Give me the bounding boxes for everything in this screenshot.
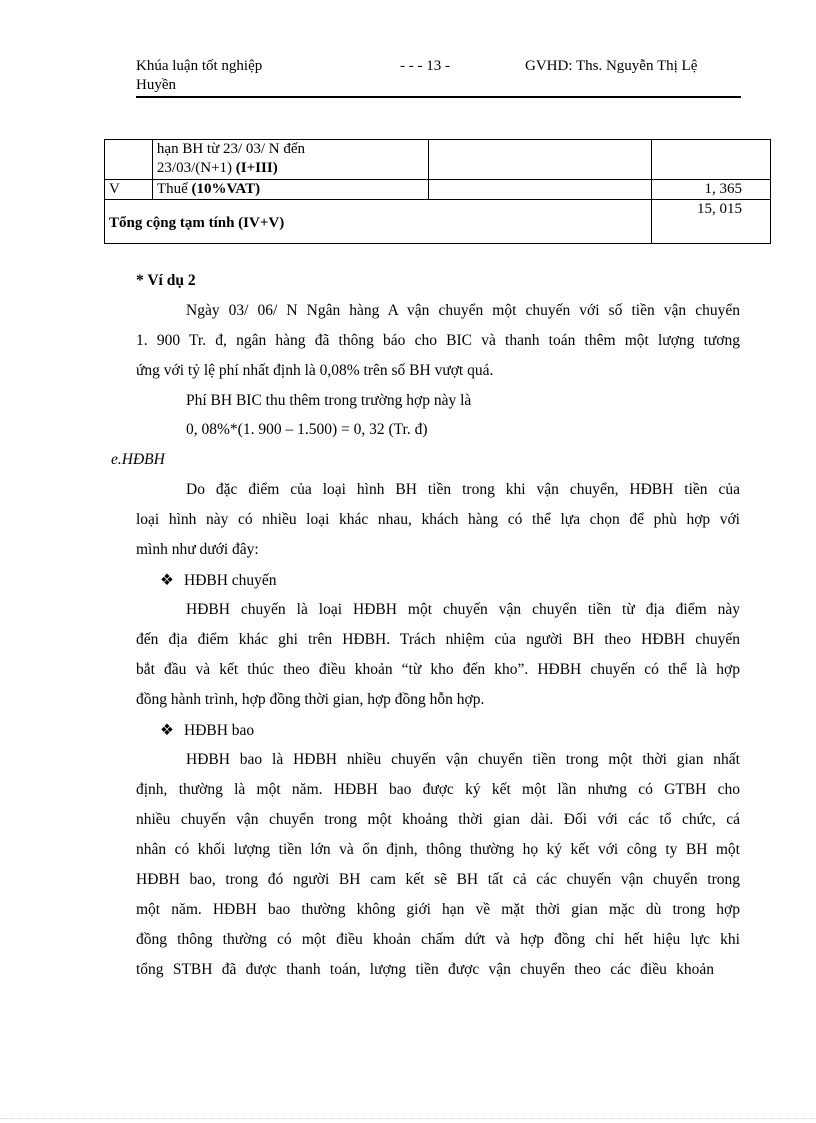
header-title <box>136 57 366 95</box>
row1-label-line1: hạn BH từ 23/ 03/ N đến <box>156 141 306 157</box>
paragraph-line: loại hình này có nhiều loại khác nhau, khách hàng có thể lựa chọn để phù hợp với <box>136 511 740 528</box>
fee-table <box>104 139 771 244</box>
example-heading: * Ví dụ 2 <box>136 272 196 289</box>
paragraph-line: định, thường là một năm. HĐBH bao được ký kết một lần nhưng có GTBH cho <box>136 781 740 798</box>
table-cell-empty <box>428 140 652 180</box>
page-number: - - - 13 - <box>400 58 450 74</box>
table-cell-total-label <box>105 200 652 244</box>
paragraph-line: mình như dưới đây: <box>136 541 259 558</box>
bullet-diamond-icon: ❖ <box>160 572 174 589</box>
bullet-label: HĐBH bao <box>184 722 255 739</box>
header-advisor: GVHD: Ths. Nguyễn Thị Lệ <box>525 58 698 74</box>
paragraph-line: đến địa điểm khác ghi trên HĐBH. Trách nhiệm của người BH theo HĐBH chuyến <box>136 631 740 648</box>
header-title-line1: Khúa luận tốt nghiệp <box>136 58 263 74</box>
paragraph-line: đồng thông thường có một điều khoản chấm dứt và hợp đồng chỉ hết hiệu lực khi <box>136 931 740 948</box>
bullet-label: HĐBH chuyến <box>184 572 277 589</box>
row3-label: Tổng cộng tạm tính (IV+V) <box>109 215 285 231</box>
header-title-line2: Huyền <box>136 77 176 93</box>
paragraph-line: bắt đầu và kết thúc theo điều khoản “từ kho đến kho”. HĐBH chuyến có thể là hợp <box>136 661 740 678</box>
table-row <box>105 140 771 180</box>
table-cell-roman: V <box>105 180 153 200</box>
row1-label-line2: 23/03/(N+1) <box>156 160 236 176</box>
page-bottom-edge <box>0 1118 816 1119</box>
paragraph-line: 1. 900 Tr. đ, ngân hàng đã thông báo cho BIC và thanh toán thêm một lượng tương <box>136 332 740 349</box>
table-cell-value: 1, 365 <box>652 180 771 200</box>
paragraph-line: nhân có khối lượng tiền lớn và ổn định, thông thường họ ký kết với công ty BH một <box>136 841 740 858</box>
table-cell-label <box>152 180 428 200</box>
table-cell-empty <box>428 180 652 200</box>
table-cell-total-value: 15, 015 <box>652 200 771 244</box>
row2-label-bold: (10%VAT) <box>191 181 261 197</box>
section-heading: e.HĐBH <box>111 451 165 468</box>
table-row <box>105 180 771 200</box>
paragraph-line: đồng hành trình, hợp đồng thời gian, hợp đồng hỗn hợp. <box>136 691 485 708</box>
row1-label-bold: (I+III) <box>235 160 278 176</box>
row2-label: Thuế <box>156 181 192 197</box>
table-cell-label <box>152 140 428 180</box>
table-cell-roman <box>105 140 153 180</box>
paragraph-line: một năm. HĐBH bao thường không giới hạn về mặt thời gian mặc dù trong hợp <box>136 901 740 918</box>
table-cell-value <box>652 140 771 180</box>
paragraph-line: tổng STBH đã được thanh toán, lượng tiền được vận chuyển theo các điều khoản <box>136 961 714 978</box>
header-rule <box>136 96 741 98</box>
table-row <box>105 200 771 244</box>
paragraph-line: Phí BH BIC thu thêm trong trường hợp này là <box>186 392 472 409</box>
paragraph-line: ứng với tỷ lệ phí nhất định là 0,08% trên số BH vượt quá. <box>136 362 494 379</box>
bullet-diamond-icon: ❖ <box>160 722 174 739</box>
bullet-item <box>160 721 254 740</box>
paragraph-line: HĐBH bao là HĐBH nhiều chuyến vận chuyển tiền trong một thời gian nhất <box>186 751 740 768</box>
paragraph-line: Do đặc điểm của loại hình BH tiền trong khi vận chuyển, HĐBH tiền của <box>186 481 740 498</box>
bullet-item <box>160 571 277 590</box>
paragraph-line: HĐBH chuyến là loại HĐBH một chuyến vận chuyển tiền từ địa điểm này <box>186 601 740 618</box>
formula-line: 0, 08%*(1. 900 – 1.500) = 0, 32 (Tr. đ) <box>186 421 428 438</box>
paragraph-line: nhiều chuyến vận chuyển trong một khoảng thời gian dài. Đối với các tổ chức, cá <box>136 811 740 828</box>
paragraph-line: HĐBH bao, trong đó người BH cam kết sẽ BH tất cả các chuyến vận chuyển trong <box>136 871 740 888</box>
paragraph-line: Ngày 03/ 06/ N Ngân hàng A vận chuyển một chuyến với số tiền vận chuyển <box>186 302 740 319</box>
